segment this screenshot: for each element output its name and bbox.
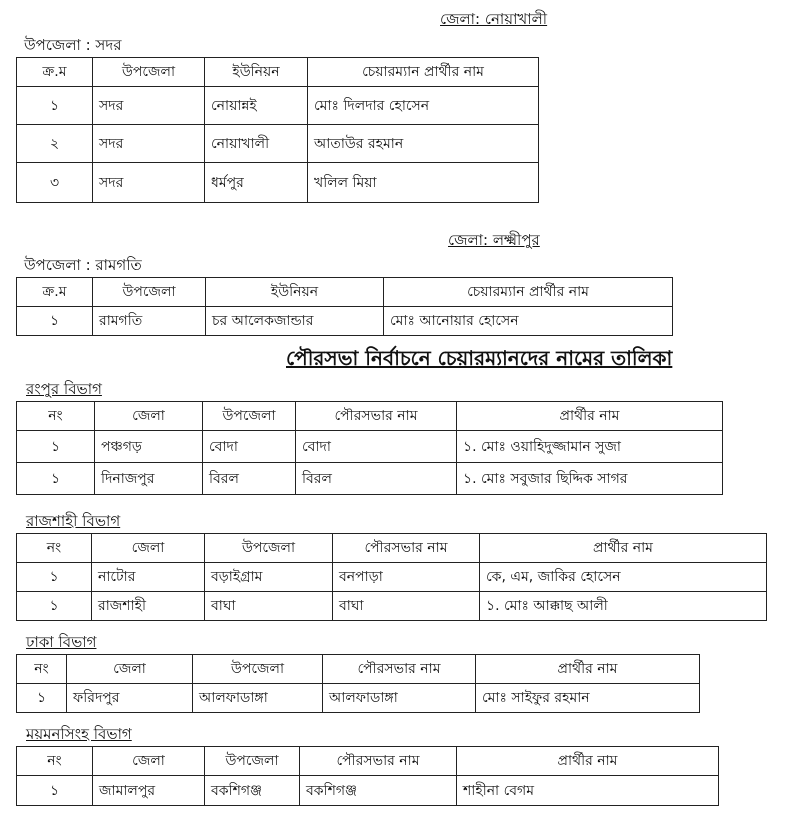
union-table-2	[16, 277, 673, 336]
table-cell: নাটোর	[92, 563, 205, 592]
column-header: ক্র.ম	[17, 278, 93, 307]
column-header: প্রার্থীর নাম	[476, 655, 700, 684]
table-cell: ফরিদপুর	[67, 684, 193, 713]
table-cell: মোঃ দিলদার হোসেন	[308, 87, 539, 125]
table-cell: মোঃ সাইফুর রহমান	[476, 684, 700, 713]
column-header: প্রার্থীর নাম	[457, 747, 719, 776]
table-row	[17, 431, 723, 463]
column-header: প্রার্থীর নাম	[480, 534, 767, 563]
division-label-rangpur: রংপুর বিভাগ	[26, 380, 102, 398]
column-header: উপজেলা	[93, 278, 206, 307]
table-cell: মোঃ আনোয়ার হোসেন	[384, 307, 673, 336]
column-header: নং	[17, 655, 67, 684]
table-cell: সদর	[93, 163, 205, 203]
district-label-2: জেলা: লক্ষ্মীপুর	[448, 231, 540, 249]
column-header: উপজেলা	[93, 58, 205, 87]
division-table-rajshahi	[16, 533, 767, 621]
table-cell: চর আলেকজান্ডার	[206, 307, 384, 336]
division-label-mymensingh: ময়মনসিংহ বিভাগ	[26, 725, 132, 743]
table-cell: ধর্মপুর	[205, 163, 308, 203]
union-table-1	[16, 57, 539, 203]
table-cell: বনপাড়া	[333, 563, 480, 592]
table-cell: ৩	[17, 163, 93, 203]
column-header: জেলা	[95, 402, 203, 431]
table-cell: আতাউর রহমান	[308, 125, 539, 163]
table-cell: ১	[17, 87, 93, 125]
column-header: নং	[17, 747, 93, 776]
column-header: পৌরসভার নাম	[333, 534, 480, 563]
table-cell: বড়াইগ্রাম	[205, 563, 333, 592]
table-cell: সদর	[93, 125, 205, 163]
table-row	[17, 463, 723, 495]
table-cell: নোয়াখালী	[205, 125, 308, 163]
table-cell: বিরল	[203, 463, 296, 495]
column-header: ক্র.ম	[17, 58, 93, 87]
table-header-row	[17, 402, 723, 431]
table-header-row	[17, 278, 673, 307]
table-cell: ১	[17, 307, 93, 336]
table-cell: ১	[17, 563, 92, 592]
table-cell: ১	[17, 463, 95, 495]
column-header: ইউনিয়ন	[205, 58, 308, 87]
column-header: উপজেলা	[203, 402, 296, 431]
column-header: নং	[17, 402, 95, 431]
table-cell: আলফাডাঙ্গা	[323, 684, 476, 713]
table-cell: ১	[17, 431, 95, 463]
table-cell: রামগতি	[93, 307, 206, 336]
upazila-label-2: উপজেলা : রামগতি	[24, 256, 142, 274]
column-header: পৌরসভার নাম	[296, 402, 457, 431]
table-row	[17, 684, 700, 713]
table-row	[17, 563, 767, 592]
page-title: পৌরসভা নির্বাচনে চেয়ারম্যানদের নামের তালিকা	[286, 346, 673, 370]
division-label-dhaka: ঢাকা বিভাগ	[26, 633, 97, 651]
table-cell: ১	[17, 684, 67, 713]
column-header: চেয়ারম্যান প্রার্থীর নাম	[308, 58, 539, 87]
table-header-row	[17, 58, 539, 87]
table-cell: শাহীনা বেগম	[457, 776, 719, 806]
column-header: নং	[17, 534, 92, 563]
table-cell: দিনাজপুর	[95, 463, 203, 495]
table-cell: বকশিগঞ্জ	[300, 776, 457, 806]
table-cell: ১. মোঃ ওয়াহিদুজ্জামান সুজা	[457, 431, 723, 463]
table-cell: আলফাডাঙ্গা	[193, 684, 323, 713]
column-header: পৌরসভার নাম	[323, 655, 476, 684]
table-cell: ১	[17, 592, 92, 621]
column-header: পৌরসভার নাম	[300, 747, 457, 776]
table-cell: রাজশাহী	[92, 592, 205, 621]
table-header-row	[17, 534, 767, 563]
column-header: প্রার্থীর নাম	[457, 402, 723, 431]
table-cell: বাঘা	[333, 592, 480, 621]
column-header: ইউনিয়ন	[206, 278, 384, 307]
division-table-rangpur	[16, 401, 723, 495]
table-cell: ১	[17, 776, 93, 806]
table-cell: বিরল	[296, 463, 457, 495]
table-cell: জামালপুর	[93, 776, 205, 806]
division-label-rajshahi: রাজশাহী বিভাগ	[26, 512, 121, 530]
table-cell: বকশিগঞ্জ	[205, 776, 300, 806]
table-cell: সদর	[93, 87, 205, 125]
column-header: উপজেলা	[193, 655, 323, 684]
table-cell: ১. মোঃ সবুজার ছিদ্দিক সাগর	[457, 463, 723, 495]
column-header: জেলা	[93, 747, 205, 776]
table-cell: ২	[17, 125, 93, 163]
column-header: জেলা	[92, 534, 205, 563]
district-label-1: জেলা: নোয়াখালী	[440, 10, 548, 28]
table-header-row	[17, 747, 719, 776]
column-header: জেলা	[67, 655, 193, 684]
division-table-dhaka	[16, 654, 700, 713]
table-cell: ১. মোঃ আক্কাছ আলী	[480, 592, 767, 621]
table-row	[17, 163, 539, 203]
table-cell: বোদা	[296, 431, 457, 463]
column-header: উপজেলা	[205, 747, 300, 776]
table-row	[17, 776, 719, 806]
table-cell: বাঘা	[205, 592, 333, 621]
table-cell: পঞ্চগড়	[95, 431, 203, 463]
table-cell: খলিল মিয়া	[308, 163, 539, 203]
table-row	[17, 307, 673, 336]
column-header: চেয়ারম্যান প্রার্থীর নাম	[384, 278, 673, 307]
table-row	[17, 592, 767, 621]
division-table-mymensingh	[16, 746, 719, 806]
table-row	[17, 125, 539, 163]
upazila-label-1: উপজেলা : সদর	[24, 36, 122, 54]
table-cell: নোয়ান্নই	[205, 87, 308, 125]
column-header: উপজেলা	[205, 534, 333, 563]
table-header-row	[17, 655, 700, 684]
table-cell: কে, এম, জাকির হোসেন	[480, 563, 767, 592]
table-row	[17, 87, 539, 125]
table-cell: বোদা	[203, 431, 296, 463]
